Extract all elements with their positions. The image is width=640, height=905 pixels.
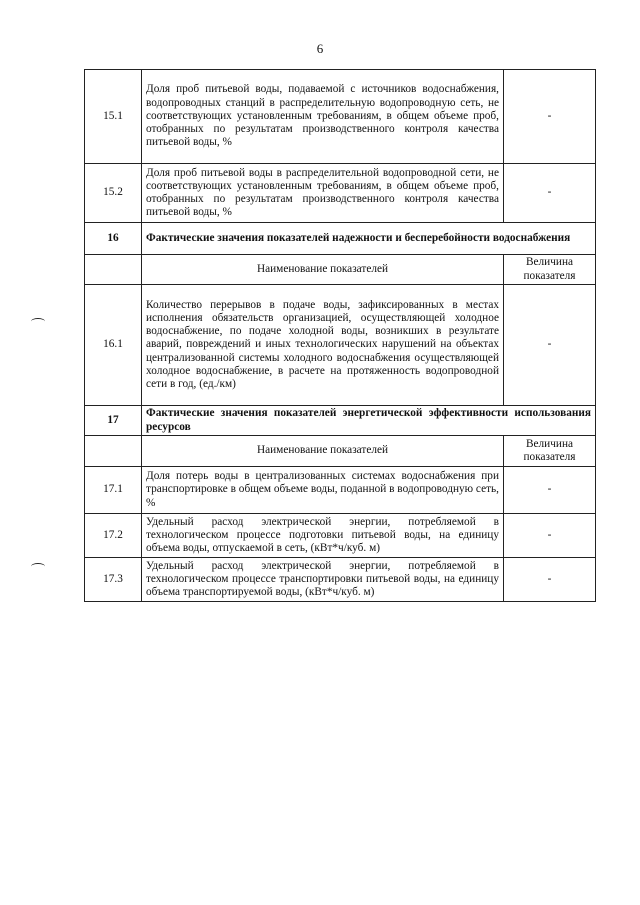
section-row (85, 406, 596, 436)
table-row (85, 70, 596, 164)
indicator-name: Доля проб питьевой воды, подаваемой с источников водоснабжения, водопроводных станций в распределительную водопроводную сеть, не соответствующих установленным требованиям, в общем объеме проб, отобранных по результатам производственного контроля качества питьевой воды, % (142, 70, 504, 164)
table-row (85, 467, 596, 514)
indicator-name: Количество перерывов в подаче воды, зафиксированных в местах исполнения обязательств организацией, осуществляющей холодное водоснабжение, по подаче холодной воды, возникших в результате аварий, повреждений и иных технологических нарушений на объектах централизованной системы холодного водоснабжения осуществляющей холодное водоснабжение, в расчете на протяженность водопроводной сети в год, (ед./км) (142, 285, 504, 406)
table-row (85, 164, 596, 223)
section-number: 16 (85, 223, 142, 255)
section-title: Фактические значения показателей энергетической эффективности использования ресурсов (142, 406, 596, 436)
indicator-value: - (504, 164, 596, 223)
row-number: 15.1 (85, 70, 142, 164)
empty-header-cell (85, 255, 142, 285)
indicators-table (84, 69, 596, 602)
scan-artifact-mark (31, 563, 45, 570)
header-row (85, 255, 596, 285)
indicator-value: - (504, 558, 596, 602)
page-number: 6 (316, 41, 324, 56)
table-row (85, 558, 596, 602)
table-row (85, 285, 596, 406)
column-header-name: Наименование показателей (142, 255, 504, 285)
header-row (85, 436, 596, 467)
row-number: 16.1 (85, 285, 142, 406)
indicator-value: - (504, 70, 596, 164)
column-header-name: Наименование показателей (142, 436, 504, 467)
column-header-value: Величина показателя (504, 255, 596, 285)
section-number: 17 (85, 406, 142, 436)
column-header-value: Величина показателя (504, 436, 596, 467)
indicator-name: Доля потерь воды в централизованных системах водоснабжения при транспортировке в общем объеме воды, поданной в водопроводную сеть, % (142, 467, 504, 514)
row-number: 17.2 (85, 514, 142, 558)
row-number: 17.3 (85, 558, 142, 602)
empty-header-cell (85, 436, 142, 467)
indicator-name: Удельный расход электрической энергии, потребляемой в технологическом процессе транспортировки питьевой воды, на единицу объема транспортируемой воды, (кВт*ч/куб. м) (142, 558, 504, 602)
row-number: 15.2 (85, 164, 142, 223)
section-row (85, 223, 596, 255)
indicator-value: - (504, 514, 596, 558)
table-row (85, 514, 596, 558)
indicator-name: Доля проб питьевой воды в распределительной водопроводной сети, не соответствующих установленным требованиям, в общем объеме проб, отобранных по результатам производственного контроля качества питьевой воды, % (142, 164, 504, 223)
row-number: 17.1 (85, 467, 142, 514)
indicator-name: Удельный расход электрической энергии, потребляемой в технологическом процессе подготовки питьевой воды, на единицу объема воды, отпускаемой в сеть, (кВт*ч/куб. м) (142, 514, 504, 558)
scan-artifact-mark (31, 318, 45, 325)
indicator-value: - (504, 467, 596, 514)
section-title: Фактические значения показателей надежности и бесперебойности водоснабжения (142, 223, 596, 255)
indicator-value: - (504, 285, 596, 406)
